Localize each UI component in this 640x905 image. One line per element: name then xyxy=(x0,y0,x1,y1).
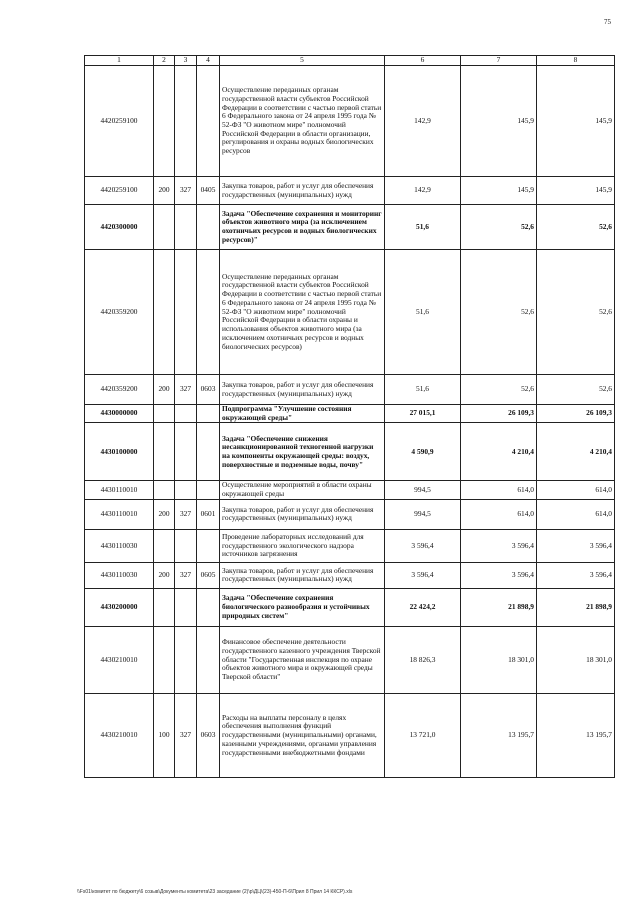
table-row xyxy=(85,423,615,481)
expense-type-cell xyxy=(154,250,175,375)
table-row xyxy=(85,529,615,562)
amount-year2-cell: 3 596,4 xyxy=(461,529,537,562)
amount-year3-cell: 52,6 xyxy=(537,250,615,375)
amount-year3-cell: 4 210,4 xyxy=(537,423,615,481)
target-code-cell: 4420300000 xyxy=(85,205,154,250)
description-cell: Осуществление переданных органам государственной власти субъектов Российской Федерации в соответствии с частью первой статьи 6 Федерального закона от 24 апреля 1995 года № 52-ФЗ "О животном мире" полномочий Российской Федерации в области организации, регулирования и охраны водных биологических ресурсов xyxy=(220,66,385,177)
target-code-cell: 4430000000 xyxy=(85,405,154,423)
amount-year1-cell: 994,5 xyxy=(385,499,461,529)
expense-type-cell xyxy=(154,405,175,423)
description-cell: Проведение лабораторных исследований для государственного экологического надзора источников загрязнения xyxy=(220,529,385,562)
expense-type-cell xyxy=(154,205,175,250)
section-code-cell: 0605 xyxy=(197,562,220,588)
target-code-cell: 4430110010 xyxy=(85,481,154,499)
description-cell: Задача "Обеспечение сохранения биологического разнообразия и устойчивых природных систем" xyxy=(220,588,385,626)
file-path-footer: \\Fs01\комитет по бюджету\6 созыв\Документы комитета\23 заседание (2)\р\ДЦ\(23)-450-П-6\Прил 8 Прил 14 ККСР).xls xyxy=(77,889,353,895)
amount-year3-cell: 145,9 xyxy=(537,177,615,205)
expense-type-cell xyxy=(154,529,175,562)
header-cell: 7 xyxy=(461,56,537,66)
description-cell: Задача "Обеспечение снижения несанкционированной техногенной нагрузки на компоненты окружающей среды: воздух, поверхностные и подземные воды, почву" xyxy=(220,423,385,481)
expense-type-cell: 200 xyxy=(154,562,175,588)
target-code-cell: 4430110010 xyxy=(85,499,154,529)
admin-code-cell: 327 xyxy=(175,375,197,405)
amount-year2-cell: 26 109,3 xyxy=(461,405,537,423)
amount-year1-cell: 51,6 xyxy=(385,205,461,250)
expense-type-cell: 200 xyxy=(154,499,175,529)
amount-year3-cell: 21 898,9 xyxy=(537,588,615,626)
admin-code-cell: 327 xyxy=(175,499,197,529)
admin-code-cell xyxy=(175,405,197,423)
expense-type-cell xyxy=(154,626,175,693)
target-code-cell: 4420359200 xyxy=(85,375,154,405)
header-cell: 2 xyxy=(154,56,175,66)
amount-year1-cell: 22 424,2 xyxy=(385,588,461,626)
target-code-cell: 4430200000 xyxy=(85,588,154,626)
amount-year1-cell: 13 721,0 xyxy=(385,693,461,777)
target-code-cell: 4430210010 xyxy=(85,626,154,693)
section-code-cell: 0603 xyxy=(197,375,220,405)
amount-year2-cell: 21 898,9 xyxy=(461,588,537,626)
amount-year1-cell: 27 015,1 xyxy=(385,405,461,423)
section-code-cell xyxy=(197,66,220,177)
section-code-cell xyxy=(197,405,220,423)
target-code-cell: 4420259100 xyxy=(85,177,154,205)
amount-year1-cell: 51,6 xyxy=(385,250,461,375)
admin-code-cell xyxy=(175,529,197,562)
section-code-cell: 0405 xyxy=(197,177,220,205)
expense-type-cell: 200 xyxy=(154,177,175,205)
amount-year3-cell: 3 596,4 xyxy=(537,562,615,588)
admin-code-cell xyxy=(175,205,197,250)
description-cell: Закупка товаров, работ и услуг для обеспечения государственных (муниципальных) нужд xyxy=(220,375,385,405)
table-row xyxy=(85,205,615,250)
description-cell: Финансовое обеспечение деятельности государственного казенного учреждения Тверской области "Государственная инспекция по охране объектов животного мира и окружающей среды Тверской области" xyxy=(220,626,385,693)
expense-type-cell: 200 xyxy=(154,375,175,405)
description-cell: Закупка товаров, работ и услуг для обеспечения государственных (муниципальных) нужд xyxy=(220,562,385,588)
description-cell: Подпрограмма "Улучшение состояния окружающей среды" xyxy=(220,405,385,423)
amount-year2-cell: 3 596,4 xyxy=(461,562,537,588)
amount-year2-cell: 52,6 xyxy=(461,375,537,405)
table-row xyxy=(85,481,615,499)
amount-year3-cell: 13 195,7 xyxy=(537,693,615,777)
admin-code-cell xyxy=(175,66,197,177)
header-cell: 1 xyxy=(85,56,154,66)
amount-year3-cell: 52,6 xyxy=(537,375,615,405)
expense-type-cell xyxy=(154,481,175,499)
amount-year3-cell: 18 301,0 xyxy=(537,626,615,693)
target-code-cell: 4430100000 xyxy=(85,423,154,481)
amount-year3-cell: 3 596,4 xyxy=(537,529,615,562)
table-row xyxy=(85,177,615,205)
description-cell: Задача "Обеспечение сохранения и мониторинг объектов животного мира (за исключением охотничьих ресурсов и водных биологических ресурсов)" xyxy=(220,205,385,250)
section-code-cell xyxy=(197,588,220,626)
header-cell: 4 xyxy=(197,56,220,66)
expense-type-cell xyxy=(154,423,175,481)
target-code-cell: 4420359200 xyxy=(85,250,154,375)
section-code-cell xyxy=(197,250,220,375)
section-code-cell xyxy=(197,529,220,562)
budget-table xyxy=(84,55,615,778)
amount-year2-cell: 18 301,0 xyxy=(461,626,537,693)
amount-year1-cell: 3 596,4 xyxy=(385,562,461,588)
amount-year2-cell: 52,6 xyxy=(461,205,537,250)
header-cell: 5 xyxy=(220,56,385,66)
target-code-cell: 4430110030 xyxy=(85,562,154,588)
section-code-cell: 0601 xyxy=(197,499,220,529)
description-cell: Осуществление мероприятий в области охраны окружающей среды xyxy=(220,481,385,499)
table-row xyxy=(85,626,615,693)
section-code-cell xyxy=(197,423,220,481)
amount-year1-cell: 18 826,3 xyxy=(385,626,461,693)
amount-year2-cell: 145,9 xyxy=(461,177,537,205)
table-row xyxy=(85,693,615,777)
admin-code-cell: 327 xyxy=(175,693,197,777)
section-code-cell xyxy=(197,205,220,250)
amount-year3-cell: 52,6 xyxy=(537,205,615,250)
amount-year1-cell: 51,6 xyxy=(385,375,461,405)
header-cell: 6 xyxy=(385,56,461,66)
table-row xyxy=(85,405,615,423)
admin-code-cell xyxy=(175,626,197,693)
amount-year3-cell: 614,0 xyxy=(537,481,615,499)
target-code-cell: 4430110030 xyxy=(85,529,154,562)
admin-code-cell xyxy=(175,481,197,499)
table-row xyxy=(85,250,615,375)
table-row xyxy=(85,499,615,529)
amount-year2-cell: 614,0 xyxy=(461,499,537,529)
admin-code-cell xyxy=(175,423,197,481)
description-cell: Закупка товаров, работ и услуг для обеспечения государственных (муниципальных) нужд xyxy=(220,499,385,529)
amount-year1-cell: 4 590,9 xyxy=(385,423,461,481)
section-code-cell xyxy=(197,481,220,499)
expense-type-cell xyxy=(154,66,175,177)
table-row xyxy=(85,562,615,588)
description-cell: Закупка товаров, работ и услуг для обеспечения государственных (муниципальных) нужд xyxy=(220,177,385,205)
amount-year1-cell: 3 596,4 xyxy=(385,529,461,562)
target-code-cell: 4420259100 xyxy=(85,66,154,177)
table-row xyxy=(85,375,615,405)
expense-type-cell xyxy=(154,588,175,626)
description-cell: Расходы на выплаты персоналу в целях обеспечения выполнения функций государственными (муниципальными) органами, казенными учреждениями, органами управления государственными внебюджетными фондами xyxy=(220,693,385,777)
amount-year3-cell: 614,0 xyxy=(537,499,615,529)
table-row xyxy=(85,66,615,177)
amount-year2-cell: 52,6 xyxy=(461,250,537,375)
description-cell: Осуществление переданных органам государственной власти субъектов Российской Федерации в соответствии с частью первой статьи 6 Федерального закона от 24 апреля 1995 года № 52-ФЗ "О животном мире" полномочий Российской Федерации в области охраны и использования объектов животного мира (за исключением охотничьих ресурсов и водных биологических ресурсов) xyxy=(220,250,385,375)
target-code-cell: 4430210010 xyxy=(85,693,154,777)
expense-type-cell: 100 xyxy=(154,693,175,777)
header-cell: 8 xyxy=(537,56,615,66)
admin-code-cell xyxy=(175,250,197,375)
amount-year2-cell: 614,0 xyxy=(461,481,537,499)
amount-year3-cell: 26 109,3 xyxy=(537,405,615,423)
header-row xyxy=(85,56,615,66)
amount-year3-cell: 145,9 xyxy=(537,66,615,177)
amount-year1-cell: 142,9 xyxy=(385,66,461,177)
amount-year2-cell: 13 195,7 xyxy=(461,693,537,777)
page-number: 75 xyxy=(604,18,611,26)
admin-code-cell xyxy=(175,588,197,626)
table-row xyxy=(85,588,615,626)
amount-year1-cell: 142,9 xyxy=(385,177,461,205)
admin-code-cell: 327 xyxy=(175,562,197,588)
amount-year2-cell: 145,9 xyxy=(461,66,537,177)
admin-code-cell: 327 xyxy=(175,177,197,205)
section-code-cell: 0603 xyxy=(197,693,220,777)
amount-year2-cell: 4 210,4 xyxy=(461,423,537,481)
amount-year1-cell: 994,5 xyxy=(385,481,461,499)
header-cell: 3 xyxy=(175,56,197,66)
section-code-cell xyxy=(197,626,220,693)
